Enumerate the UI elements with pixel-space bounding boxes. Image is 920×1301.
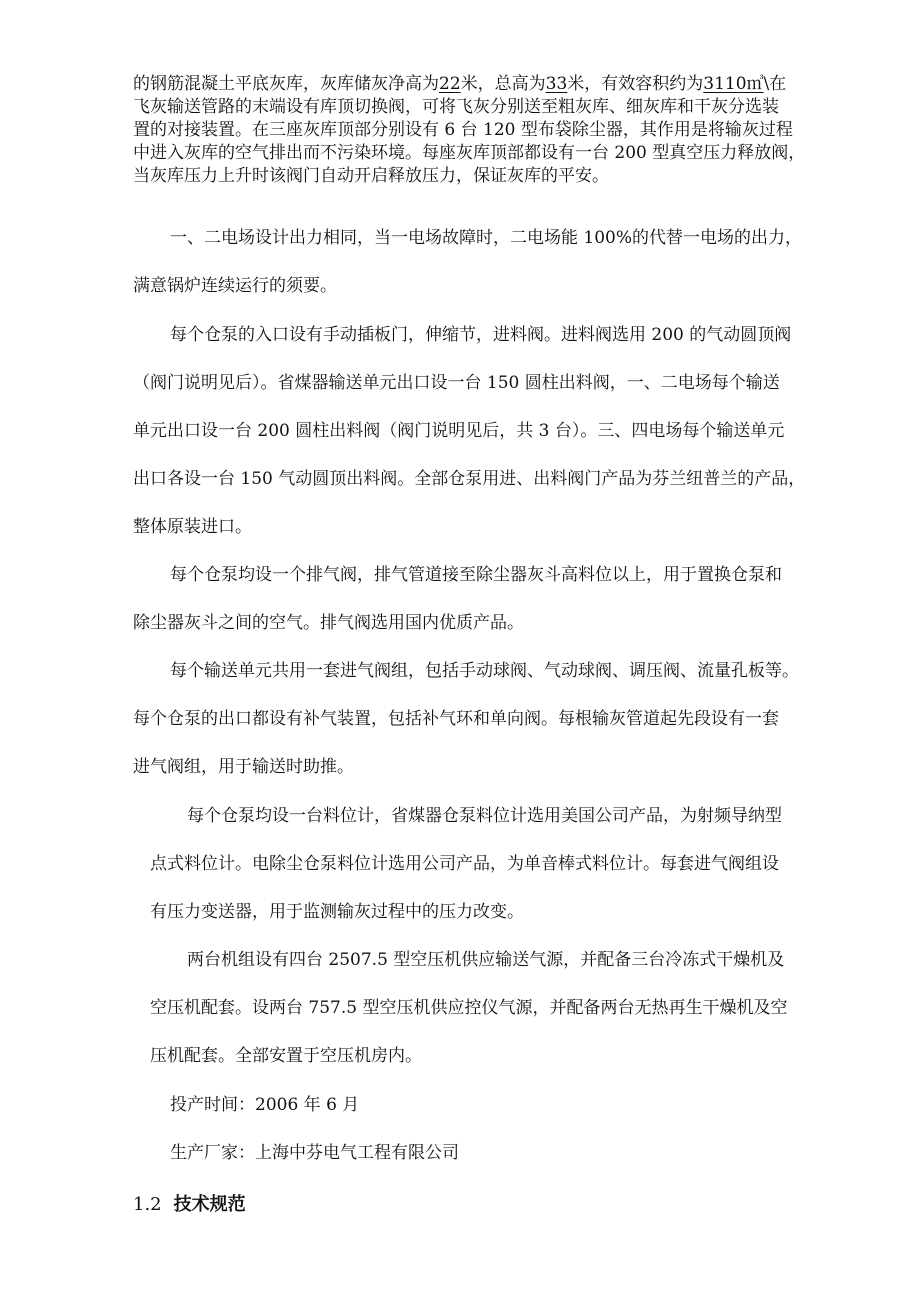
paragraph-3-line-1: 每个仓泵的入口设有手动插板门，伸缩节，进料阀。进料阀选用 200 的气动圆顶阀 — [170, 325, 792, 345]
section-heading — [133, 1190, 246, 1216]
paragraph-2-line-1: 一、二电场设计出力相同，当一电场故障时，二电场能 100%的代替一电场的出力， — [170, 228, 803, 248]
paragraph-7-line-1: 两台机组设有四台 2507.5 型空压机供应输送气源，并配备三台冷冻式干燥机及 — [187, 950, 785, 970]
paragraph-1-line-4: 中进入灰库的空气排出而不污染环境。每座灰库顶部都设有一台 200 型真空压力释放阀， — [133, 143, 806, 163]
clear-height-value: 22 — [439, 74, 461, 94]
paragraph-1-line-3: 置的对接装置。在三座灰库顶部分别设有 6 台 120 型布袋除尘器，其作用是将输灰过程 — [133, 120, 793, 140]
paragraph-3-line-2: （阀门说明见后）。省煤器输送单元出口设一台 150 圆柱出料阀，一、二电场每个输送 — [133, 373, 780, 393]
paragraph-2-line-2: 满意锅炉连续运行的须要。 — [133, 276, 337, 296]
paragraph-5-line-1: 每个输送单元共用一套进气阀组，包括手动球阀、气动球阀、调压阀、流量孔板等。 — [170, 661, 799, 681]
paragraph-4-line-2: 除尘器灰斗之间的空气。排气阀选用国内优质产品。 — [133, 613, 524, 633]
section-title: 技术规范 — [173, 1194, 246, 1215]
paragraph-6-line-2: 点式料位计。电除尘仓泵料位计选用公司产品，为单音棒式料位计。每套进气阀组设 — [150, 854, 779, 874]
paragraph-1-line-2: 飞灰输送管路的末端设有库顶切换阀，可将飞灰分别送至粗灰库、细灰库和干灰分选装 — [133, 97, 779, 117]
volume-value: 3110㎥ — [703, 74, 764, 94]
total-height-value: 33 — [545, 74, 568, 94]
paragraph-4-line-1: 每个仓泵均设一个排气阀，排气管道接至除尘器灰斗高料位以上，用于置换仓泵和 — [170, 565, 782, 585]
commissioning-date: 投产时间：2006 年 6 月 — [170, 1095, 360, 1115]
paragraph-1-line-5: 当灰库压力上升时该阀门自动开启释放压力，保证灰库的平安。 — [133, 166, 609, 186]
paragraph-6-line-3: 有压力变送器，用于监测输灰过程中的压力改变。 — [150, 902, 524, 922]
paragraph-1-line-1: 的钢筋混凝土平底灰库，灰库储灰净高为22米，总高为33米，有效容积约为3110㎥\在 — [133, 74, 787, 94]
paragraph-3-line-4: 出口各设一台 150 气动圆顶出料阀。全部仓泵用进、出料阀门产品为芬兰纽普兰的产品， — [133, 469, 806, 489]
paragraph-3-line-3: 单元出口设一台 200 圆柱出料阀（阀门说明见后，共 3 台）。三、四电场每个输送单元 — [133, 421, 785, 441]
paragraph-5-line-2: 每个仓泵的出口都设有补气装置，包括补气环和单向阀。每根输灰管道起先段设有一套 — [133, 709, 779, 729]
backslash-glyph: \ — [763, 74, 770, 94]
paragraph-7-line-3: 压机配套。全部安置于空压机房内。 — [150, 1046, 422, 1066]
paragraph-6-line-1: 每个仓泵均设一台料位计，省煤器仓泵料位计选用美国公司产品，为射频导纳型 — [187, 806, 782, 826]
paragraph-3-line-5: 整体原装进口。 — [133, 517, 252, 537]
paragraph-7-line-2: 空压机配套。设两台 757.5 型空压机供应控仪气源，并配备两台无热再生干燥机及空 — [150, 998, 788, 1018]
paragraph-5-line-3: 进气阀组，用于输送时助推。 — [133, 757, 354, 777]
section-number: 1.2 — [133, 1194, 162, 1215]
manufacturer: 生产厂家：上海中芬电气工程有限公司 — [170, 1143, 459, 1163]
paragraph-1 — [133, 73, 805, 188]
